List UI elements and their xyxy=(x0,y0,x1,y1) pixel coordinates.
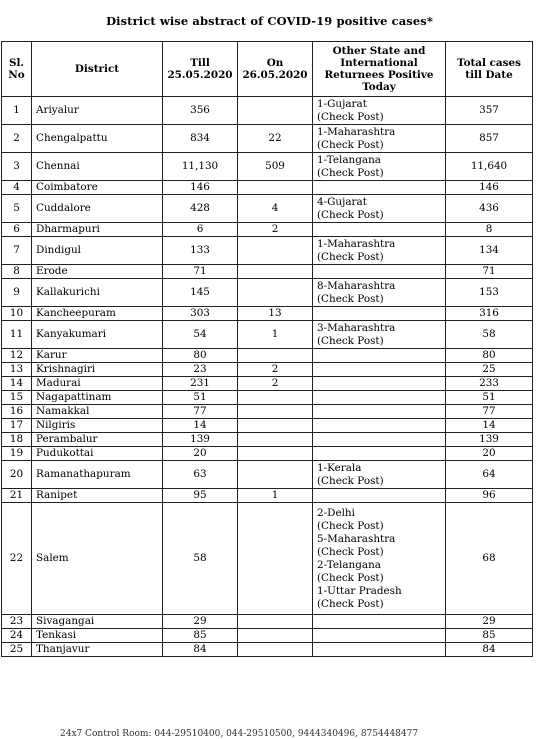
cell-till-count: 29 xyxy=(163,615,238,629)
cell-other-state-returnees: 1-Maharashtra (Check Post) xyxy=(313,237,446,265)
cell-on-count xyxy=(238,643,313,657)
table-header-row xyxy=(2,42,533,97)
table-row xyxy=(2,153,533,181)
cell-on-count: 1 xyxy=(238,321,313,349)
cell-other-state-returnees xyxy=(313,307,446,321)
cell-on-count xyxy=(238,265,313,279)
cell-on-count xyxy=(238,279,313,307)
table-row xyxy=(2,97,533,125)
cell-other-state-returnees xyxy=(313,363,446,377)
cell-total-cases: 80 xyxy=(446,349,533,363)
cell-sl-no: 4 xyxy=(2,181,32,195)
table-row xyxy=(2,405,533,419)
cell-till-count: 139 xyxy=(163,433,238,447)
cell-till-count: 14 xyxy=(163,419,238,433)
cell-total-cases: 153 xyxy=(446,279,533,307)
cell-sl-no: 6 xyxy=(2,223,32,237)
cell-other-state-returnees xyxy=(313,377,446,391)
cell-till-count: 80 xyxy=(163,349,238,363)
cell-total-cases: 20 xyxy=(446,447,533,461)
cell-total-cases: 139 xyxy=(446,433,533,447)
cell-on-count xyxy=(238,97,313,125)
table-row xyxy=(2,629,533,643)
cell-district: Nagapattinam xyxy=(32,391,163,405)
cell-sl-no: 2 xyxy=(2,125,32,153)
table-row xyxy=(2,307,533,321)
cell-district: Ariyalur xyxy=(32,97,163,125)
table-row xyxy=(2,447,533,461)
cell-total-cases: 134 xyxy=(446,237,533,265)
cell-district: Kancheepuram xyxy=(32,307,163,321)
cell-sl-no: 3 xyxy=(2,153,32,181)
cell-district: Nilgiris xyxy=(32,419,163,433)
cell-total-cases: 316 xyxy=(446,307,533,321)
cell-sl-no: 5 xyxy=(2,195,32,223)
cell-district: Chennai xyxy=(32,153,163,181)
cell-on-count xyxy=(238,461,313,489)
cell-other-state-returnees xyxy=(313,223,446,237)
cell-other-state-returnees xyxy=(313,629,446,643)
table-row xyxy=(2,237,533,265)
cell-total-cases: 68 xyxy=(446,503,533,615)
table-row xyxy=(2,223,533,237)
district-cases-table xyxy=(1,41,533,657)
cell-sl-no: 7 xyxy=(2,237,32,265)
cell-sl-no: 18 xyxy=(2,433,32,447)
cell-other-state-returnees xyxy=(313,405,446,419)
cell-till-count: 85 xyxy=(163,629,238,643)
page-title: District wise abstract of COVID-19 positive cases* xyxy=(106,14,433,28)
cell-sl-no: 13 xyxy=(2,363,32,377)
cell-on-count: 2 xyxy=(238,223,313,237)
table-row xyxy=(2,195,533,223)
cell-total-cases: 96 xyxy=(446,489,533,503)
cell-total-cases: 436 xyxy=(446,195,533,223)
cell-till-count: 231 xyxy=(163,377,238,391)
cell-total-cases: 25 xyxy=(446,363,533,377)
cell-sl-no: 19 xyxy=(2,447,32,461)
cell-other-state-returnees: 8-Maharashtra (Check Post) xyxy=(313,279,446,307)
cell-on-count xyxy=(238,237,313,265)
cell-till-count: 133 xyxy=(163,237,238,265)
cell-other-state-returnees xyxy=(313,349,446,363)
cell-district: Erode xyxy=(32,265,163,279)
cell-district: Ranipet xyxy=(32,489,163,503)
table-row xyxy=(2,265,533,279)
header-district: District xyxy=(32,42,163,97)
cell-other-state-returnees xyxy=(313,643,446,657)
cell-total-cases: 77 xyxy=(446,405,533,419)
cell-other-state-returnees xyxy=(313,419,446,433)
cell-total-cases: 84 xyxy=(446,643,533,657)
cell-district: Krishnagiri xyxy=(32,363,163,377)
cell-till-count: 58 xyxy=(163,503,238,615)
table-row xyxy=(2,419,533,433)
cell-on-count xyxy=(238,391,313,405)
cell-other-state-returnees: 1-Kerala (Check Post) xyxy=(313,461,446,489)
cell-total-cases: 8 xyxy=(446,223,533,237)
cell-district: Dindigul xyxy=(32,237,163,265)
cell-till-count: 71 xyxy=(163,265,238,279)
cell-on-count: 13 xyxy=(238,307,313,321)
cell-other-state-returnees: 3-Maharashtra (Check Post) xyxy=(313,321,446,349)
table-row xyxy=(2,321,533,349)
cell-on-count xyxy=(238,503,313,615)
cell-sl-no: 17 xyxy=(2,419,32,433)
cell-total-cases: 857 xyxy=(446,125,533,153)
cell-district: Madurai xyxy=(32,377,163,391)
cell-on-count xyxy=(238,181,313,195)
cell-total-cases: 29 xyxy=(446,615,533,629)
table-row xyxy=(2,461,533,489)
cell-total-cases: 64 xyxy=(446,461,533,489)
cell-total-cases: 58 xyxy=(446,321,533,349)
cell-district: Cuddalore xyxy=(32,195,163,223)
cell-total-cases: 233 xyxy=(446,377,533,391)
cell-on-count: 2 xyxy=(238,363,313,377)
cell-district: Pudukottai xyxy=(32,447,163,461)
cell-total-cases: 146 xyxy=(446,181,533,195)
cell-total-cases: 71 xyxy=(446,265,533,279)
header-total-cases: Total cases till Date xyxy=(446,42,533,97)
cell-district: Coimbatore xyxy=(32,181,163,195)
cell-sl-no: 15 xyxy=(2,391,32,405)
cell-sl-no: 24 xyxy=(2,629,32,643)
cell-district: Namakkal xyxy=(32,405,163,419)
cell-sl-no: 10 xyxy=(2,307,32,321)
cell-till-count: 51 xyxy=(163,391,238,405)
cell-sl-no: 9 xyxy=(2,279,32,307)
header-other-state-returnees: Other State and International Returnees Positive Today xyxy=(313,42,446,97)
cell-till-count: 95 xyxy=(163,489,238,503)
cell-till-count: 303 xyxy=(163,307,238,321)
cell-sl-no: 21 xyxy=(2,489,32,503)
cell-on-count xyxy=(238,419,313,433)
cell-district: Thanjavur xyxy=(32,643,163,657)
cell-sl-no: 23 xyxy=(2,615,32,629)
cell-on-count: 22 xyxy=(238,125,313,153)
cell-on-count xyxy=(238,629,313,643)
cell-total-cases: 11,640 xyxy=(446,153,533,181)
cell-sl-no: 20 xyxy=(2,461,32,489)
cell-till-count: 63 xyxy=(163,461,238,489)
cell-total-cases: 357 xyxy=(446,97,533,125)
table-row xyxy=(2,349,533,363)
cell-on-count: 509 xyxy=(238,153,313,181)
cell-till-count: 6 xyxy=(163,223,238,237)
cell-sl-no: 14 xyxy=(2,377,32,391)
cell-on-count xyxy=(238,447,313,461)
cell-till-count: 20 xyxy=(163,447,238,461)
cell-other-state-returnees xyxy=(313,489,446,503)
cell-sl-no: 22 xyxy=(2,503,32,615)
cell-on-count: 1 xyxy=(238,489,313,503)
cell-till-count: 146 xyxy=(163,181,238,195)
cell-district: Kallakurichi xyxy=(32,279,163,307)
cell-sl-no: 11 xyxy=(2,321,32,349)
cell-other-state-returnees xyxy=(313,265,446,279)
cell-on-count xyxy=(238,349,313,363)
cell-on-count xyxy=(238,615,313,629)
cell-total-cases: 51 xyxy=(446,391,533,405)
cell-district: Ramanathapuram xyxy=(32,461,163,489)
cell-other-state-returnees: 1-Gujarat (Check Post) xyxy=(313,97,446,125)
cell-district: Perambalur xyxy=(32,433,163,447)
header-till-date: Till 25.05.2020 xyxy=(163,42,238,97)
table-row xyxy=(2,363,533,377)
cell-other-state-returnees: 2-Delhi (Check Post) 5-Maharashtra (Check Post) 2-Telangana (Check Post) 1-Uttar Pradesh (Check Post) xyxy=(313,503,446,615)
table-row xyxy=(2,181,533,195)
cell-on-count xyxy=(238,433,313,447)
cell-till-count: 11,130 xyxy=(163,153,238,181)
header-sl-no: Sl. No xyxy=(2,42,32,97)
cell-sl-no: 1 xyxy=(2,97,32,125)
cell-district: Salem xyxy=(32,503,163,615)
cell-district: Karur xyxy=(32,349,163,363)
table-row xyxy=(2,125,533,153)
cell-till-count: 23 xyxy=(163,363,238,377)
cell-on-count: 2 xyxy=(238,377,313,391)
cell-till-count: 54 xyxy=(163,321,238,349)
cell-sl-no: 8 xyxy=(2,265,32,279)
cell-other-state-returnees xyxy=(313,447,446,461)
cell-on-count xyxy=(238,405,313,419)
table-row xyxy=(2,489,533,503)
table-row xyxy=(2,615,533,629)
cell-other-state-returnees: 1-Maharashtra (Check Post) xyxy=(313,125,446,153)
header-on-date: On 26.05.2020 xyxy=(238,42,313,97)
cell-other-state-returnees xyxy=(313,181,446,195)
footer-contact-line: 24x7 Control Room: 044-29510400, 044-29510500, 9444340496, 8754448477 xyxy=(60,729,419,739)
table-row xyxy=(2,377,533,391)
cell-total-cases: 85 xyxy=(446,629,533,643)
table-row xyxy=(2,433,533,447)
cell-till-count: 356 xyxy=(163,97,238,125)
cell-total-cases: 14 xyxy=(446,419,533,433)
table-row xyxy=(2,503,533,615)
cell-district: Sivagangai xyxy=(32,615,163,629)
cell-till-count: 77 xyxy=(163,405,238,419)
cell-district: Chengalpattu xyxy=(32,125,163,153)
cell-sl-no: 25 xyxy=(2,643,32,657)
table-row xyxy=(2,391,533,405)
cell-till-count: 834 xyxy=(163,125,238,153)
table-row xyxy=(2,643,533,657)
table-row xyxy=(2,279,533,307)
table-body xyxy=(2,97,533,657)
cell-district: Kanyakumari xyxy=(32,321,163,349)
cell-till-count: 84 xyxy=(163,643,238,657)
cell-other-state-returnees: 4-Gujarat (Check Post) xyxy=(313,195,446,223)
cell-on-count: 4 xyxy=(238,195,313,223)
cell-other-state-returnees xyxy=(313,433,446,447)
cell-till-count: 145 xyxy=(163,279,238,307)
cell-district: Tenkasi xyxy=(32,629,163,643)
cell-other-state-returnees xyxy=(313,615,446,629)
cell-sl-no: 12 xyxy=(2,349,32,363)
cell-district: Dharmapuri xyxy=(32,223,163,237)
cell-sl-no: 16 xyxy=(2,405,32,419)
cell-till-count: 428 xyxy=(163,195,238,223)
cell-other-state-returnees xyxy=(313,391,446,405)
cell-other-state-returnees: 1-Telangana (Check Post) xyxy=(313,153,446,181)
